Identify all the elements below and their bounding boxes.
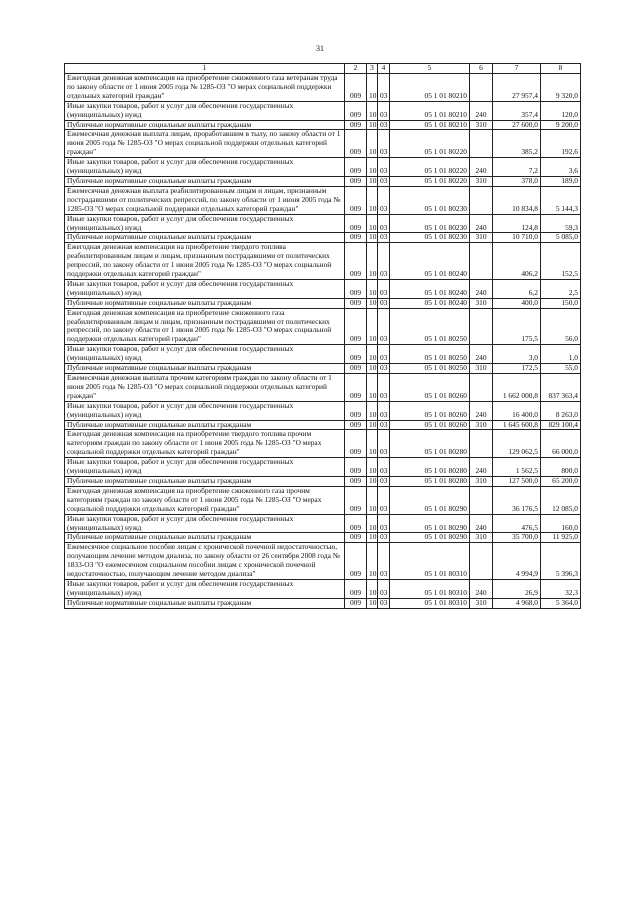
row-year2-cell: 12 085,0: [541, 486, 581, 514]
row-year2-cell: 837 363,4: [541, 374, 581, 402]
row-year2-cell: 1,0: [541, 345, 581, 364]
row-year1-cell: 357,4: [493, 101, 541, 120]
row-subsection-cell: 03: [378, 533, 390, 543]
header-cell: 5: [390, 64, 470, 74]
row-year2-cell: 66 000,0: [541, 430, 581, 458]
row-admin-cell: 009: [345, 579, 367, 598]
row-year1-cell: 129 062,5: [493, 430, 541, 458]
row-name-cell: Ежегодная денежная компенсация на приобретение сжиженного газа ветеранам труда по закону области от 1 июня 2005 года № 1285-ОЗ "О мерах социальной поддержки отдельных категорий граждан": [65, 74, 345, 102]
row-name-cell: Публичные нормативные социальные выплаты гражданам: [65, 598, 345, 608]
row-year2-cell: 150,0: [541, 298, 581, 308]
row-name-cell: Ежемесячное социальное пособие лицам с хронической почечной недостаточностью, получающим лечение методом диализа, по закону области от 26 сентября 2008 года № 1833-ОЗ "О ежемесячном социальном пособии лицам с хронической почечной недостаточностью, получающим лечение методом диализа": [65, 543, 345, 580]
row-section-cell: 10: [367, 298, 378, 308]
row-code-cell: 05 1 01 80260: [390, 401, 470, 420]
table-row: [65, 176, 581, 186]
row-year2-cell: 192,6: [541, 130, 581, 158]
row-section-cell: 10: [367, 364, 378, 374]
row-name-cell: Иные закупки товаров, работ и услуг для обеспечения государственных (муниципальных) нужд: [65, 158, 345, 177]
row-year1-cell: 35 700,0: [493, 533, 541, 543]
row-section-cell: 10: [367, 101, 378, 120]
row-name-cell: Публичные нормативные социальные выплаты гражданам: [65, 420, 345, 430]
row-year1-cell: 378,0: [493, 176, 541, 186]
row-year1-cell: 26,9: [493, 579, 541, 598]
row-name-cell: Публичные нормативные социальные выплаты гражданам: [65, 298, 345, 308]
row-year1-cell: 124,8: [493, 214, 541, 233]
row-subsection-cell: 03: [378, 233, 390, 243]
row-year1-cell: 1 662 000,8: [493, 374, 541, 402]
row-code-cell: 05 1 01 80310: [390, 579, 470, 598]
table-row: [65, 158, 581, 177]
row-admin-cell: 009: [345, 214, 367, 233]
row-section-cell: 10: [367, 579, 378, 598]
row-name-cell: Иные закупки товаров, работ и услуг для обеспечения государственных (муниципальных) нужд: [65, 579, 345, 598]
row-type-cell: 240: [470, 345, 493, 364]
row-subsection-cell: 03: [378, 579, 390, 598]
header-cell: 8: [541, 64, 581, 74]
row-code-cell: 05 1 01 80240: [390, 298, 470, 308]
table-row: [65, 74, 581, 102]
table-row: [65, 279, 581, 298]
row-admin-cell: 009: [345, 345, 367, 364]
row-name-cell: Иные закупки товаров, работ и услуг для обеспечения государственных (муниципальных) нужд: [65, 458, 345, 477]
row-code-cell: 05 1 01 80210: [390, 101, 470, 120]
row-name-cell: Ежегодная денежная компенсация на приобретение твердого топлива прочим категориям граждан по закону области от 1 июня 2005 года № 1285-ОЗ "О мерах социальной поддержки отдельных категорий граждан": [65, 430, 345, 458]
table-row: [65, 579, 581, 598]
row-year2-cell: 56,0: [541, 308, 581, 345]
row-type-cell: 240: [470, 458, 493, 477]
row-year1-cell: 27 600,0: [493, 120, 541, 130]
table-row: [65, 186, 581, 214]
row-year2-cell: 829 100,4: [541, 420, 581, 430]
row-year2-cell: 55,0: [541, 364, 581, 374]
row-admin-cell: 009: [345, 543, 367, 580]
row-admin-cell: 009: [345, 476, 367, 486]
row-subsection-cell: 03: [378, 476, 390, 486]
row-section-cell: 10: [367, 374, 378, 402]
row-year1-cell: 1 645 600,8: [493, 420, 541, 430]
row-admin-cell: 009: [345, 401, 367, 420]
row-type-cell: [470, 186, 493, 214]
row-code-cell: 05 1 01 80220: [390, 130, 470, 158]
row-type-cell: 310: [470, 233, 493, 243]
header-cell: 4: [378, 64, 390, 74]
row-code-cell: 05 1 01 80210: [390, 74, 470, 102]
row-type-cell: 240: [470, 514, 493, 533]
row-year2-cell: 11 925,0: [541, 533, 581, 543]
row-year1-cell: 10 710,0: [493, 233, 541, 243]
row-type-cell: [470, 543, 493, 580]
row-admin-cell: 009: [345, 308, 367, 345]
row-code-cell: 05 1 01 80220: [390, 158, 470, 177]
row-admin-cell: 009: [345, 101, 367, 120]
row-subsection-cell: 03: [378, 176, 390, 186]
row-type-cell: [470, 374, 493, 402]
page-number: 31: [316, 44, 324, 53]
row-code-cell: 05 1 01 80230: [390, 186, 470, 214]
row-admin-cell: 009: [345, 298, 367, 308]
row-year1-cell: 10 834,8: [493, 186, 541, 214]
row-section-cell: 10: [367, 401, 378, 420]
row-year2-cell: 32,3: [541, 579, 581, 598]
table-row: [65, 120, 581, 130]
row-name-cell: Иные закупки товаров, работ и услуг для обеспечения государственных (муниципальных) нужд: [65, 279, 345, 298]
row-subsection-cell: 03: [378, 458, 390, 477]
row-name-cell: Иные закупки товаров, работ и услуг для обеспечения государственных (муниципальных) нужд: [65, 514, 345, 533]
row-code-cell: 05 1 01 80230: [390, 233, 470, 243]
row-year2-cell: 2,5: [541, 279, 581, 298]
row-type-cell: 310: [470, 120, 493, 130]
table-row: [65, 130, 581, 158]
row-type-cell: 310: [470, 364, 493, 374]
table-row: [65, 101, 581, 120]
row-name-cell: Иные закупки товаров, работ и услуг для обеспечения государственных (муниципальных) нужд: [65, 401, 345, 420]
row-code-cell: 05 1 01 80260: [390, 374, 470, 402]
row-name-cell: Публичные нормативные социальные выплаты гражданам: [65, 233, 345, 243]
row-year1-cell: 3,0: [493, 345, 541, 364]
header-cell: 6: [470, 64, 493, 74]
table-row: [65, 243, 581, 280]
row-section-cell: 10: [367, 486, 378, 514]
table-row: [65, 533, 581, 543]
row-section-cell: 10: [367, 243, 378, 280]
row-admin-cell: 009: [345, 598, 367, 608]
row-year1-cell: 476,5: [493, 514, 541, 533]
row-section-cell: 10: [367, 74, 378, 102]
row-year2-cell: 152,5: [541, 243, 581, 280]
row-type-cell: 310: [470, 533, 493, 543]
row-admin-cell: 009: [345, 158, 367, 177]
row-year1-cell: 27 957,4: [493, 74, 541, 102]
row-subsection-cell: 03: [378, 374, 390, 402]
row-type-cell: [470, 430, 493, 458]
row-year2-cell: 800,0: [541, 458, 581, 477]
row-section-cell: 10: [367, 214, 378, 233]
row-code-cell: 05 1 01 80250: [390, 308, 470, 345]
row-subsection-cell: 03: [378, 430, 390, 458]
row-type-cell: 240: [470, 401, 493, 420]
row-type-cell: [470, 74, 493, 102]
row-year1-cell: 1 562,5: [493, 458, 541, 477]
row-section-cell: 10: [367, 130, 378, 158]
table-row: [65, 374, 581, 402]
row-year2-cell: 3,6: [541, 158, 581, 177]
row-year1-cell: 16 400,0: [493, 401, 541, 420]
row-section-cell: 10: [367, 458, 378, 477]
row-admin-cell: 009: [345, 430, 367, 458]
row-name-cell: Публичные нормативные социальные выплаты гражданам: [65, 120, 345, 130]
table-row: [65, 543, 581, 580]
row-type-cell: 310: [470, 176, 493, 186]
row-subsection-cell: 03: [378, 186, 390, 214]
row-year1-cell: 385,2: [493, 130, 541, 158]
row-section-cell: 10: [367, 186, 378, 214]
row-year1-cell: 6,2: [493, 279, 541, 298]
row-section-cell: 10: [367, 598, 378, 608]
row-subsection-cell: 03: [378, 345, 390, 364]
row-admin-cell: 009: [345, 364, 367, 374]
row-subsection-cell: 03: [378, 298, 390, 308]
row-admin-cell: 009: [345, 458, 367, 477]
row-name-cell: Ежемесячная денежная выплата реабилитированным лицам и лицам, признанным пострадавшими от политических репрессий, по закону области от 1 июня 2005 года № 1285-ОЗ "О мерах социальной поддержки отдельных категорий граждан": [65, 186, 345, 214]
row-subsection-cell: 03: [378, 543, 390, 580]
row-code-cell: 05 1 01 80230: [390, 214, 470, 233]
row-year2-cell: 5 085,0: [541, 233, 581, 243]
row-type-cell: 310: [470, 476, 493, 486]
row-name-cell: Ежемесячная денежная выплата лицам, проработавшим в тылу, по закону области от 1 июня 2005 года № 1285-ОЗ "О мерах социальной поддержки отдельных категорий граждан": [65, 130, 345, 158]
row-name-cell: Иные закупки товаров, работ и услуг для обеспечения государственных (муниципальных) нужд: [65, 214, 345, 233]
row-year2-cell: 5 144,3: [541, 186, 581, 214]
row-subsection-cell: 03: [378, 243, 390, 280]
row-admin-cell: 009: [345, 186, 367, 214]
row-name-cell: Ежемесячная денежная выплата прочим категориям граждан по закону области от 1 июня 2005 года № 1285-ОЗ "О мерах социальной поддержки отдельных категорий граждан": [65, 374, 345, 402]
table-header-row: [65, 64, 581, 74]
row-code-cell: 05 1 01 80220: [390, 176, 470, 186]
row-admin-cell: 009: [345, 514, 367, 533]
row-subsection-cell: 03: [378, 120, 390, 130]
row-name-cell: Публичные нормативные социальные выплаты гражданам: [65, 476, 345, 486]
row-subsection-cell: 03: [378, 214, 390, 233]
row-type-cell: [470, 130, 493, 158]
row-subsection-cell: 03: [378, 101, 390, 120]
row-year2-cell: 8 263,0: [541, 401, 581, 420]
row-section-cell: 10: [367, 120, 378, 130]
row-code-cell: 05 1 01 80240: [390, 279, 470, 298]
header-cell: 3: [367, 64, 378, 74]
row-section-cell: 10: [367, 345, 378, 364]
row-code-cell: 05 1 01 80290: [390, 514, 470, 533]
row-year1-cell: 406,2: [493, 243, 541, 280]
row-section-cell: 10: [367, 158, 378, 177]
row-year1-cell: 175,5: [493, 308, 541, 345]
table-row: [65, 430, 581, 458]
table-row: [65, 308, 581, 345]
row-name-cell: Иные закупки товаров, работ и услуг для обеспечения государственных (муниципальных) нужд: [65, 101, 345, 120]
row-type-cell: 240: [470, 279, 493, 298]
row-type-cell: 240: [470, 214, 493, 233]
row-year2-cell: 5 364,0: [541, 598, 581, 608]
table-row: [65, 345, 581, 364]
row-admin-cell: 009: [345, 130, 367, 158]
row-subsection-cell: 03: [378, 514, 390, 533]
row-code-cell: 05 1 01 80280: [390, 476, 470, 486]
row-section-cell: 10: [367, 430, 378, 458]
table-row: [65, 486, 581, 514]
table-row: [65, 420, 581, 430]
row-year1-cell: 4 994,9: [493, 543, 541, 580]
table-row: [65, 214, 581, 233]
table-row: [65, 298, 581, 308]
row-code-cell: 05 1 01 80280: [390, 430, 470, 458]
row-section-cell: 10: [367, 176, 378, 186]
row-subsection-cell: 03: [378, 130, 390, 158]
row-name-cell: Ежегодная денежная компенсация на приобретение сжиженного газа реабилитированным лицам и лицам, признанным пострадавшими от политических репрессий, по закону области от 1 июня 2005 года № 1285-ОЗ "О мерах социальной поддержки отдельных категорий граждан": [65, 308, 345, 345]
row-section-cell: 10: [367, 279, 378, 298]
row-section-cell: 10: [367, 308, 378, 345]
header-cell: 2: [345, 64, 367, 74]
row-admin-cell: 009: [345, 176, 367, 186]
row-section-cell: 10: [367, 533, 378, 543]
row-subsection-cell: 03: [378, 74, 390, 102]
row-type-cell: [470, 486, 493, 514]
table-row: [65, 514, 581, 533]
row-year2-cell: 189,0: [541, 176, 581, 186]
row-section-cell: 10: [367, 420, 378, 430]
row-year1-cell: 7,2: [493, 158, 541, 177]
row-type-cell: [470, 243, 493, 280]
row-subsection-cell: 03: [378, 158, 390, 177]
row-type-cell: [470, 308, 493, 345]
budget-table: [64, 63, 581, 609]
row-admin-cell: 009: [345, 533, 367, 543]
table-row: [65, 401, 581, 420]
row-subsection-cell: 03: [378, 420, 390, 430]
row-name-cell: Публичные нормативные социальные выплаты гражданам: [65, 176, 345, 186]
row-type-cell: 310: [470, 298, 493, 308]
row-code-cell: 05 1 01 80250: [390, 364, 470, 374]
row-name-cell: Ежегодная денежная компенсация на приобретение сжиженного газа прочим категориям граждан по закону области от 1 июня 2005 года № 1285-ОЗ "О мерах социальной поддержки отдельных категорий граждан": [65, 486, 345, 514]
row-name-cell: Ежегодная денежная компенсация на приобретение твердого топлива реабилитированным лицам и лицам, признанным пострадавшими от политических репрессий, по закону области от 1 июня 2005 года № 1285-ОЗ "О мерах социальной поддержки отдельных категорий граждан": [65, 243, 345, 280]
row-code-cell: 05 1 01 80260: [390, 420, 470, 430]
row-subsection-cell: 03: [378, 364, 390, 374]
row-year1-cell: 400,0: [493, 298, 541, 308]
row-code-cell: 05 1 01 80210: [390, 120, 470, 130]
row-code-cell: 05 1 01 80280: [390, 458, 470, 477]
row-type-cell: 310: [470, 598, 493, 608]
table-row: [65, 233, 581, 243]
row-subsection-cell: 03: [378, 308, 390, 345]
table-row: [65, 476, 581, 486]
table-row: [65, 364, 581, 374]
row-year2-cell: 120,0: [541, 101, 581, 120]
row-type-cell: 240: [470, 579, 493, 598]
row-admin-cell: 009: [345, 374, 367, 402]
table-row: [65, 458, 581, 477]
row-year1-cell: 172,5: [493, 364, 541, 374]
row-type-cell: 240: [470, 101, 493, 120]
row-section-cell: 10: [367, 514, 378, 533]
row-code-cell: 05 1 01 80310: [390, 598, 470, 608]
table-row: [65, 598, 581, 608]
row-year1-cell: 127 500,0: [493, 476, 541, 486]
row-name-cell: Публичные нормативные социальные выплаты гражданам: [65, 533, 345, 543]
row-year2-cell: 160,0: [541, 514, 581, 533]
row-code-cell: 05 1 01 80250: [390, 345, 470, 364]
header-cell: 1: [65, 64, 345, 74]
row-year2-cell: 65 200,0: [541, 476, 581, 486]
row-section-cell: 10: [367, 233, 378, 243]
row-admin-cell: 009: [345, 420, 367, 430]
row-code-cell: 05 1 01 80290: [390, 486, 470, 514]
row-type-cell: 240: [470, 158, 493, 177]
row-name-cell: Публичные нормативные социальные выплаты гражданам: [65, 364, 345, 374]
row-subsection-cell: 03: [378, 401, 390, 420]
row-admin-cell: 009: [345, 74, 367, 102]
row-code-cell: 05 1 01 80290: [390, 533, 470, 543]
row-year2-cell: 59,3: [541, 214, 581, 233]
row-year2-cell: 5 396,3: [541, 543, 581, 580]
row-year2-cell: 9 320,0: [541, 74, 581, 102]
row-admin-cell: 009: [345, 120, 367, 130]
row-admin-cell: 009: [345, 243, 367, 280]
row-type-cell: 310: [470, 420, 493, 430]
row-year1-cell: 4 968,0: [493, 598, 541, 608]
row-section-cell: 10: [367, 476, 378, 486]
row-subsection-cell: 03: [378, 486, 390, 514]
row-code-cell: 05 1 01 80240: [390, 243, 470, 280]
row-subsection-cell: 03: [378, 279, 390, 298]
row-year1-cell: 36 176,5: [493, 486, 541, 514]
header-cell: 7: [493, 64, 541, 74]
row-subsection-cell: 03: [378, 598, 390, 608]
row-admin-cell: 009: [345, 279, 367, 298]
row-admin-cell: 009: [345, 233, 367, 243]
row-admin-cell: 009: [345, 486, 367, 514]
row-section-cell: 10: [367, 543, 378, 580]
row-year2-cell: 9 200,0: [541, 120, 581, 130]
row-code-cell: 05 1 01 80310: [390, 543, 470, 580]
row-name-cell: Иные закупки товаров, работ и услуг для обеспечения государственных (муниципальных) нужд: [65, 345, 345, 364]
